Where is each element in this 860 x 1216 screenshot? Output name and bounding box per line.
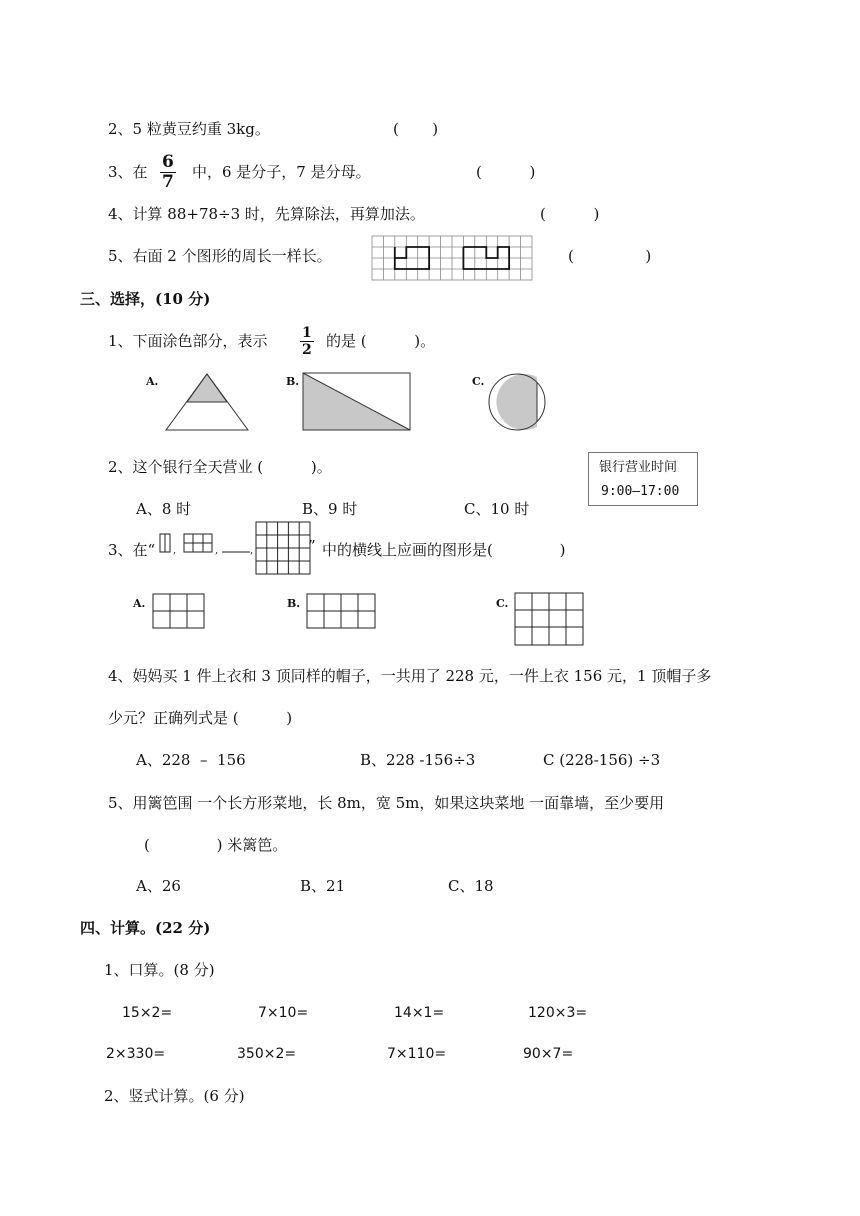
- s3-q4-line2: 少元？正确列式是 ( ): [108, 709, 293, 727]
- bank-sign-title: 银行营业时间: [599, 460, 678, 475]
- q2-text: 2、5 粒黄豆约重 3kg。: [108, 120, 270, 138]
- svg-text:,: ,: [173, 545, 177, 556]
- q5-answer-paren[interactable]: ( ): [568, 247, 652, 265]
- s3-q5-line1: 5、用篱笆围 一个长方形菜地，长 8m，宽 5m，如果这块菜地 一面靠墙，至少要用: [108, 794, 665, 812]
- s3-q1-prefix: 1、下面涂色部分，表示: [108, 332, 268, 350]
- pattern-sequence-figure: [158, 522, 316, 576]
- s3-q2-option-c: C、10 时: [464, 500, 530, 518]
- svg-text:,: ,: [215, 545, 219, 556]
- s3-q4-option-a: A、228 – 156: [136, 751, 246, 769]
- s3-q3-option-a-label: A.: [133, 597, 146, 610]
- triangle-shaded-figure: [164, 372, 250, 432]
- oral-calc-item: 120×3=: [528, 1005, 588, 1021]
- oral-calc-item: 350×2=: [237, 1046, 297, 1062]
- oral-calc-item: 2×330=: [106, 1046, 166, 1062]
- s3-q2-option-a: A、8 时: [136, 500, 192, 518]
- q5-text: 5、右面 2 个图形的周长一样长。: [108, 247, 332, 265]
- s3-q4-option-b: B、228 -156÷3: [360, 751, 476, 769]
- s3-q3-prefix: 3、在“: [108, 541, 156, 559]
- option-c-label: C.: [472, 375, 485, 388]
- grid-option-a-figure: [152, 593, 206, 631]
- oral-calc-item: 7×110=: [387, 1046, 447, 1062]
- option-b-label: B.: [286, 375, 300, 388]
- s3-q1-suffix: 的是 ( )。: [326, 332, 436, 350]
- svg-text:,: ,: [250, 545, 254, 556]
- s3-q2-option-b: B、9 时: [302, 500, 358, 518]
- q4-text: 4、计算 88+78÷3 时，先算除法，再算加法。: [108, 205, 425, 223]
- s3-q2-text: 2、这个银行全天营业 ( )。: [108, 458, 332, 476]
- fraction-six-sevenths: [160, 154, 176, 191]
- fraction-numerator: 6: [162, 152, 174, 172]
- grid-option-c-figure: [514, 592, 586, 648]
- s3-q3-quote-close: ”: [308, 537, 316, 555]
- oral-calc-item: 90×7=: [523, 1046, 574, 1062]
- oral-calc-item: 7×10=: [258, 1005, 309, 1021]
- s3-q3-option-c-label: C.: [496, 597, 509, 610]
- option-a-label: A.: [146, 375, 159, 388]
- s4-sub1-title: 1、口算。(8 分): [104, 961, 215, 979]
- s3-q5-option-c: C、18: [448, 877, 494, 895]
- grid-option-b-figure: [306, 593, 378, 631]
- fraction-numerator: 1: [302, 325, 312, 341]
- q3-answer-paren[interactable]: ( ): [476, 163, 536, 181]
- q2-answer-paren[interactable]: ( ): [393, 120, 439, 138]
- oral-calc-item: 14×1=: [394, 1005, 445, 1021]
- s3-q5-line2: ( ) 米篱笆。: [144, 836, 288, 854]
- bank-hours-sign: [588, 452, 698, 506]
- perimeter-grid-figure: [372, 236, 532, 280]
- rectangle-half-shaded-figure: [302, 372, 412, 432]
- bank-sign-hours: 9:00—17:00: [601, 484, 680, 499]
- fraction-denominator: 7: [162, 172, 174, 192]
- s3-q4-line1: 4、妈妈买 1 件上衣和 3 顶同样的帽子，一共用了 228 元，一件上衣 156 元，1 顶帽子多: [108, 667, 712, 685]
- s3-q5-option-b: B、21: [300, 877, 346, 895]
- q3-prefix: 3、在: [108, 163, 148, 181]
- s3-q3-option-b-label: B.: [287, 597, 301, 610]
- oral-calc-item: 15×2=: [122, 1005, 173, 1021]
- s4-sub2-title: 2、竖式计算。(6 分): [104, 1087, 245, 1105]
- s3-q5-option-a: A、26: [136, 877, 181, 895]
- fraction-denominator: 2: [302, 342, 312, 358]
- fraction-one-half: [300, 326, 314, 357]
- circle-shaded-figure: [486, 372, 550, 432]
- s3-q4-option-c: C (228-156) ÷3: [543, 751, 661, 769]
- q3-suffix: 中，6 是分子，7 是分母。: [192, 163, 371, 181]
- q4-answer-paren[interactable]: ( ): [540, 205, 600, 223]
- s3-q3-suffix: 中的横线上应画的图形是( ): [322, 541, 566, 559]
- section-4-heading: 四、计算。(22 分): [80, 919, 211, 937]
- section-3-heading: 三、选择，(10 分): [80, 290, 211, 308]
